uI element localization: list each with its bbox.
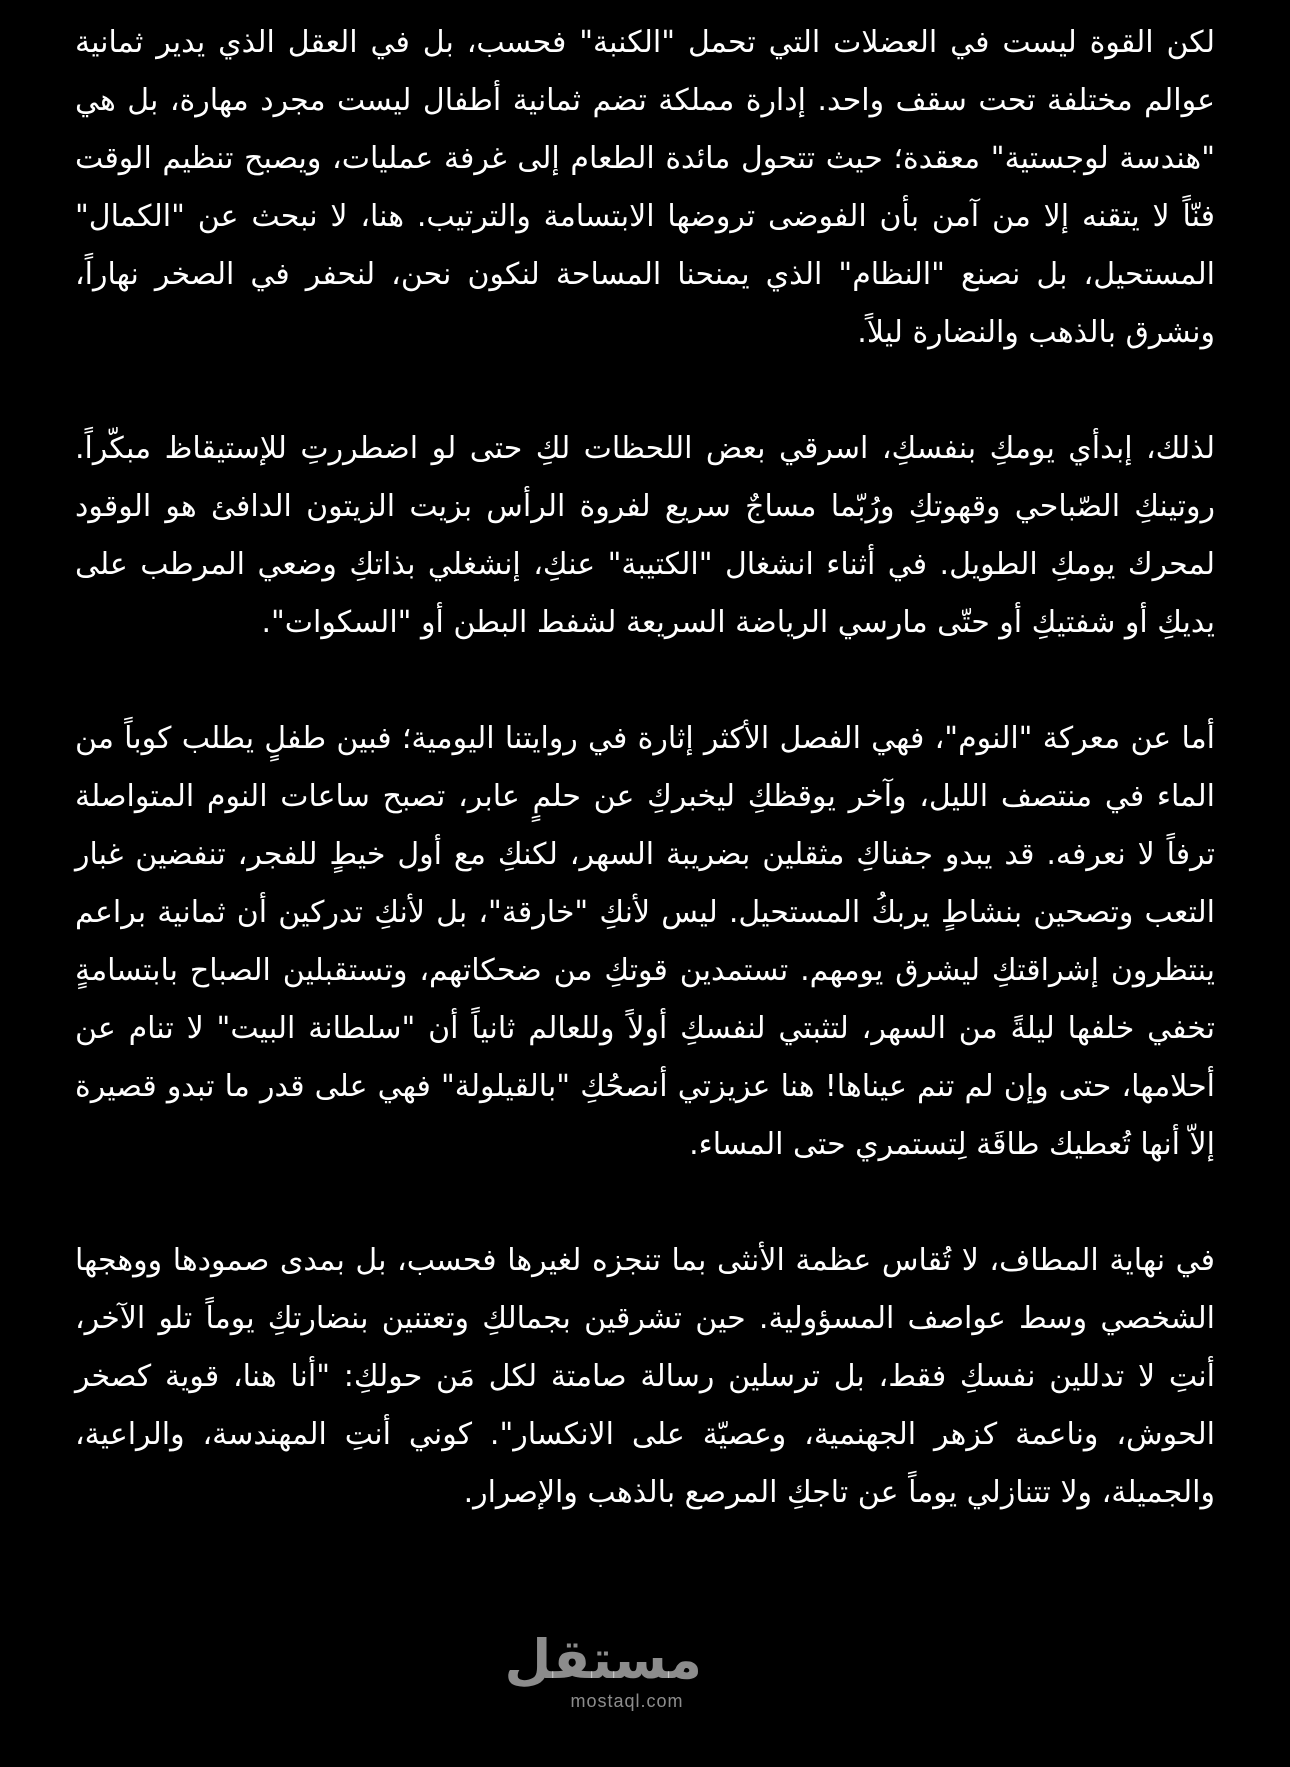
watermark-url: mostaql.com xyxy=(570,1691,684,1711)
paragraph: في نهاية المطاف، لا تُقاس عظمة الأنثى بما تنجزه لغيرها فحسب، بل بمدى صمودها ووهجها الشخصي وسط عواصف المسؤولية. حين تشرقين بجمالكِ وتعتنين بنضارتكِ يوماً تلو الآخر، أنتِ لا تدللين نفسكِ فقط، بل ترسلين رسالة صامتة لكل مَن حولكِ: "أنا هنا، قوية كصخر الحوش، وناعمة كزهر الجهنمية، وعصيّة على الانكسار". كوني أنتِ المهندسة، والراعية، والجميلة، ولا تتنازلي يوماً عن تاجكِ المرصع بالذهب والإصرار. xyxy=(75,1243,1215,1510)
watermark-logo: مستقل xyxy=(504,1628,702,1691)
paragraph: لكن القوة ليست في العضلات التي تحمل "الكنبة" فحسب، بل في العقل الذي يدير ثمانية عوالم مختلفة تحت سقف واحد. إدارة مملكة تضم ثمانية أطفال ليست مجرد مهارة، بل هي "هندسة لوجستية" معقدة؛ حيث تتحول مائدة الطعام إلى غرفة عمليات، ويصبح تنظيم الوقت فنّاً لا يتقنه إلا من آمن بأن الفوضى تروضها الابتسامة والترتيب. هنا، لا نبحث عن "الكمال" المستحيل، بل نصنع "النظام" الذي يمنحنا المساحة لنكون نحن، لنحفر في الصخر نهاراً، ونشرق بالذهب والنضارة ليلاً. xyxy=(75,25,1215,350)
mostaql-watermark xyxy=(504,1628,702,1740)
paragraph: أما عن معركة "النوم"، فهي الفصل الأكثر إثارة في روايتنا اليومية؛ فبين طفلٍ يطلب كوباً من الماء في منتصف الليل، وآخر يوقظكِ ليخبركِ عن حلمٍ عابر، تصبح ساعات النوم المتواصلة ترفاً لا نعرفه. قد يبدو جفناكِ مثقلين بضريبة السهر، لكنكِ مع أول خيطٍ للفجر، تنفضين غبار التعب وتصحين بنشاطٍ يربكُ المستحيل. ليس لأنكِ "خارقة"، بل لأنكِ تدركين أن ثمانية براعم ينتظرون إشراقتكِ ليشرق يومهم. تستمدين قوتكِ من ضحكاتهم، وتستقبلين الصباح بابتسامةٍ تخفي خلفها ليلةً من السهر، لتثبتي لنفسكِ أولاً وللعالم ثانياً أن "سلطانة البيت" لا تنام عن أحلامها، حتى وإن لم تنم عيناها! هنا عزيزتي أنصحُكِ "بالقيلولة" فهي على قدر ما تبدو قصيرة إلاّ أنها تُعطيك طاقَة لِتستمري حتى المساء. xyxy=(75,721,1215,1162)
paragraph: لذلك، إبدأي يومكِ بنفسكِ، اسرقي بعض اللحظات لكِ حتى لو اضطررتِ للإستيقاظ مبكّراً. روتينكِ الصّباحي وقهوتكِ ورُبّما مساجٌ سريع لفروة الرأس بزيت الزيتون الدافئ هو الوقود لمحرك يومكِ الطويل. في أثناء انشغال "الكتيبة" عنكِ، إنشغلي بذاتكِ وضعي المرطب على يديكِ أو شفتيكِ أو حتّى مارسي الرياضة السريعة لشفط البطن أو "السكوات". xyxy=(75,431,1215,640)
